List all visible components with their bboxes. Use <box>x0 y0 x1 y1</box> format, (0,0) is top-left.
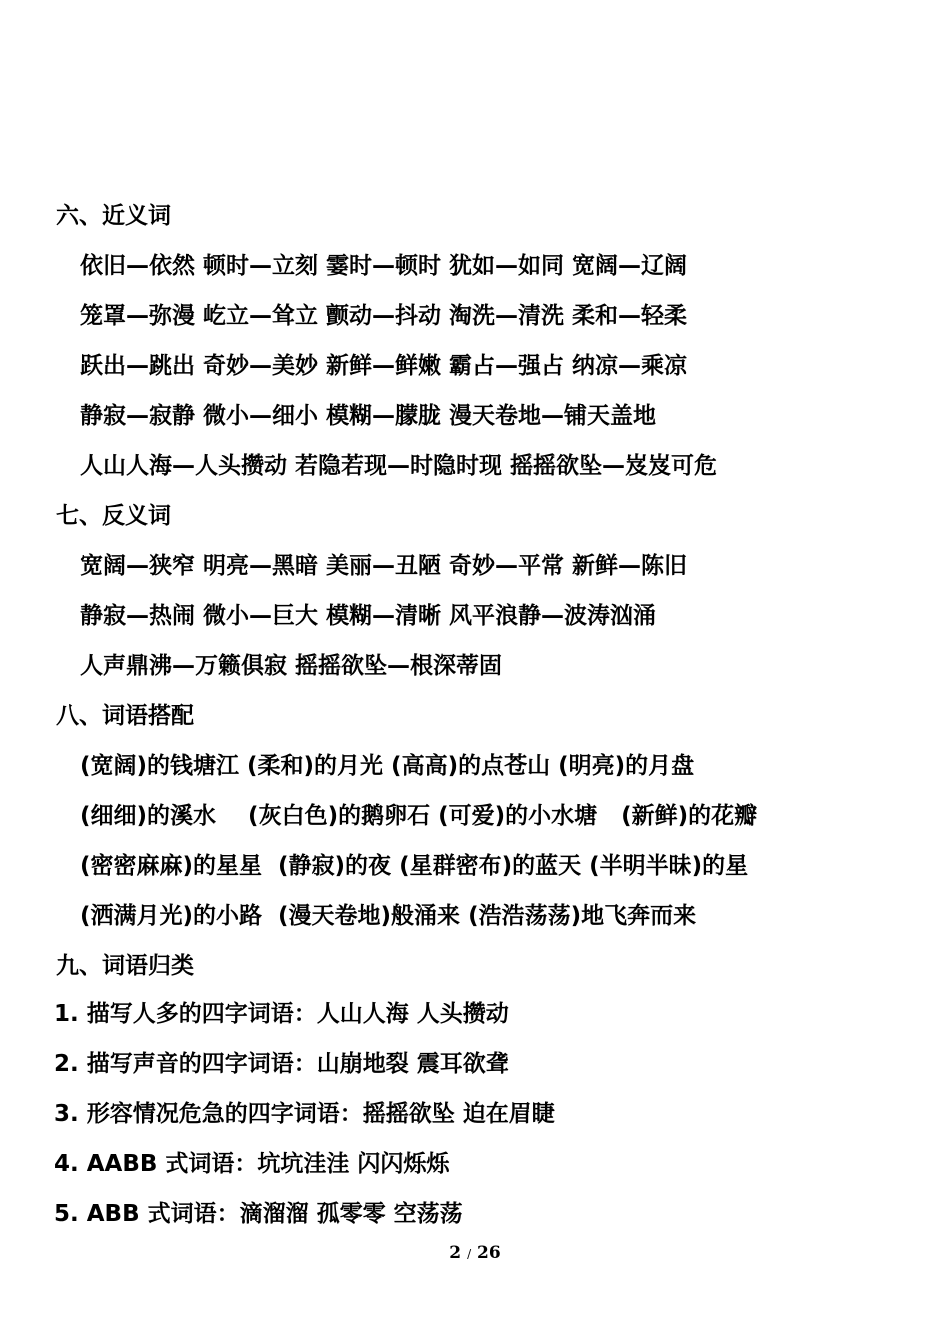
classification-line-1: 1. 描写人多的四字词语：人山人海 人头攒动 <box>54 1001 509 1027</box>
page-number <box>0 1242 950 1265</box>
classification-line-5: 5. ABB 式词语：滴溜溜 孤零零 空荡荡 <box>54 1201 463 1227</box>
antonym-line-3: 人声鼎沸—万籁俱寂 摇摇欲坠—根深蒂固 <box>80 653 503 679</box>
classification-line-4: 4. AABB 式词语：坑坑洼洼 闪闪烁烁 <box>54 1151 450 1177</box>
antonym-line-2: 静寂—热闹 微小—巨大 模糊—清晰 风平浪静—波涛汹涌 <box>80 603 657 629</box>
total-page-count: 26 <box>477 1243 501 1263</box>
section-title-synonyms: 六、近义词 <box>56 203 171 229</box>
synonym-line-5: 人山人海—人头攒动 若隐若现—时隐时现 摇摇欲坠—岌岌可危 <box>80 453 718 479</box>
antonym-line-1: 宽阔—狭窄 明亮—黑暗 美丽—丑陋 奇妙—平常 新鲜—陈旧 <box>80 553 688 579</box>
collocation-line-1: (宽阔)的钱塘江 (柔和)的月光 (高高)的点苍山 (明亮)的月盘 <box>80 753 695 779</box>
current-page-number: 2 <box>449 1243 462 1263</box>
synonym-line-1: 依旧—依然 顿时—立刻 霎时—顿时 犹如—如同 宽阔—辽阔 <box>80 253 688 279</box>
section-title-classification: 九、词语归类 <box>56 953 194 979</box>
collocation-line-3: (密密麻麻)的星星 (静寂)的夜 (星群密布)的蓝天 (半明半昧)的星 <box>80 853 749 879</box>
classification-line-2: 2. 描写声音的四字词语：山崩地裂 震耳欲聋 <box>54 1051 509 1077</box>
classification-line-3: 3. 形容情况危急的四字词语：摇摇欲坠 迫在眉睫 <box>54 1101 555 1127</box>
section-title-antonyms: 七、反义词 <box>56 503 171 529</box>
section-title-collocations: 八、词语搭配 <box>56 703 194 729</box>
synonym-line-3: 跃出—跳出 奇妙—美妙 新鲜—鲜嫩 霸占—强占 纳凉—乘凉 <box>80 353 688 379</box>
synonym-line-2: 笼罩—弥漫 屹立—耸立 颤动—抖动 淘洗—清洗 柔和—轻柔 <box>80 303 688 329</box>
synonym-line-4: 静寂—寂静 微小—细小 模糊—朦胧 漫天卷地—铺天盖地 <box>80 403 657 429</box>
collocation-line-2: (细细)的溪水 (灰白色)的鹅卵石 (可爱)的小水塘 (新鲜)的花瓣 <box>80 803 758 829</box>
collocation-line-4: (洒满月光)的小路 (漫天卷地)般涌来 (浩浩荡荡)地飞奔而来 <box>80 903 697 929</box>
page-separator: / <box>467 1247 472 1261</box>
